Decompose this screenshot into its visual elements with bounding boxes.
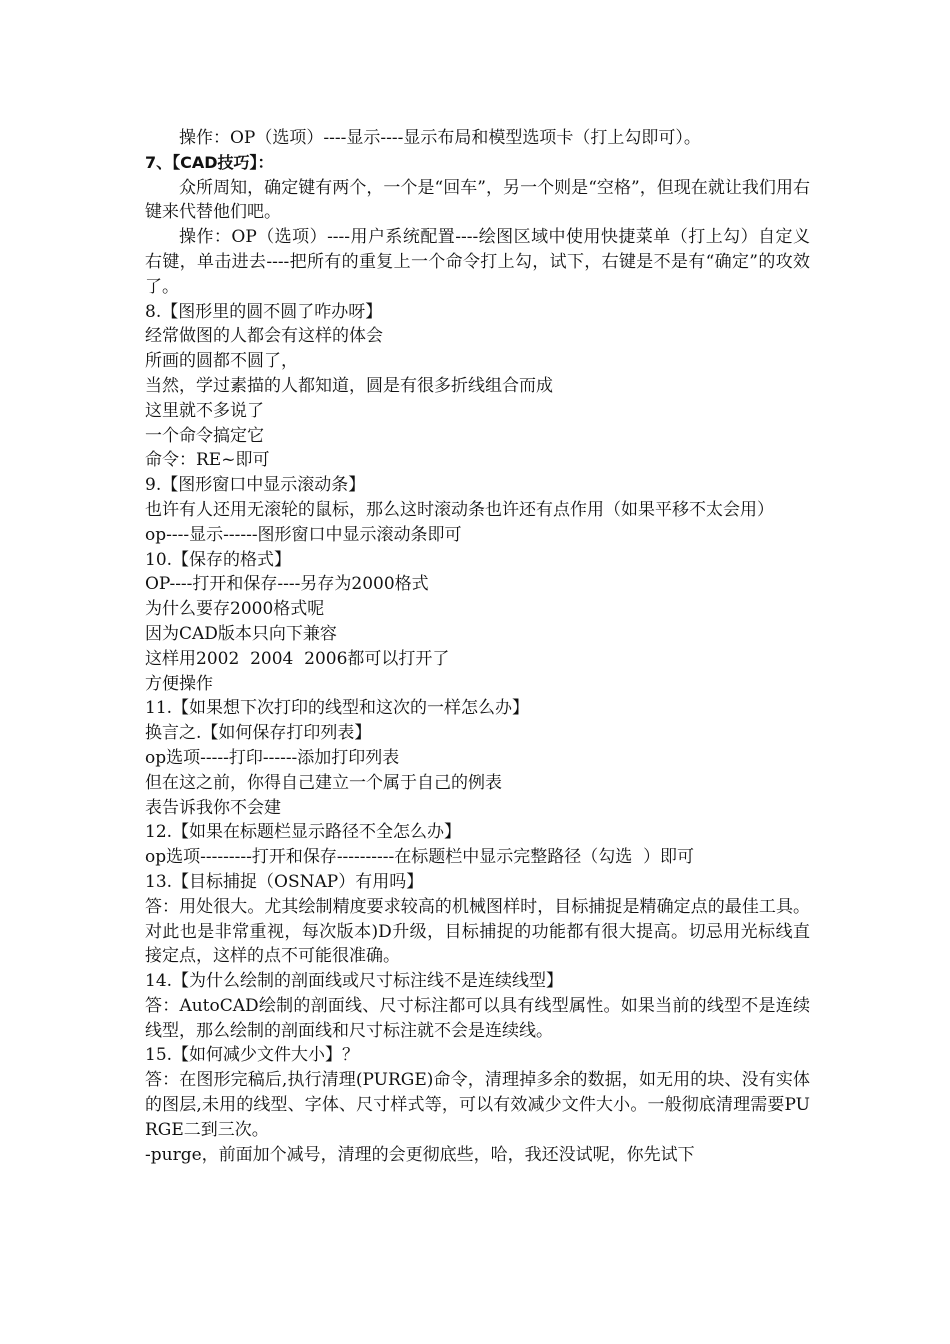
document-body	[145, 126, 810, 1167]
heading-14-linetype: 14.【为什么绘制的剖面线或尺寸标注线不是连续线型】	[145, 971, 564, 992]
paragraph-right-click-intro: 众所周知，确定键有两个，一个是“回车”，另一个则是“空格”，但现在就让我们用右键来代替他们吧。	[145, 177, 810, 223]
text-line: 方便操作	[145, 673, 213, 694]
heading-11-plot-style: 11.【如果想下次打印的线型和这次的一样怎么办】	[145, 698, 530, 719]
heading-10-save-format: 10.【保存的格式】	[145, 549, 292, 570]
heading-8-circle: 8.【图形里的圆不圆了咋办呀】	[145, 301, 383, 322]
paragraph-purge: 答：在图形完稿后,执行清理(PURGE)命令，清理掉多余的数据，如无用的块、没有实体的图层,未用的线型、字体、尺寸样式等，可以有效减少文件大小。一般彻底清理需要PURGE二到三次。	[145, 1070, 810, 1140]
paragraph-title-path: op选项---------打开和保存----------在标题栏中显示完整路径（勾选 ）即可	[145, 847, 695, 868]
heading-12-title-path: 12.【如果在标题栏显示路径不全怎么办】	[145, 822, 462, 843]
text-line: 命令：RE~即可	[145, 450, 270, 471]
text-line: op----显示------图形窗口中显示滚动条即可	[145, 524, 462, 545]
text-line: 因为CAD版本只向下兼容	[145, 623, 337, 644]
heading-9-scrollbar: 9.【图形窗口中显示滚动条】	[145, 475, 366, 496]
text-line: 一个命令搞定它	[145, 425, 264, 446]
text-line: 表告诉我你不会建	[145, 797, 281, 818]
text-line: 经常做图的人都会有这样的体会	[145, 326, 383, 347]
text-line: 换言之.【如何保存打印列表】	[145, 723, 372, 744]
paragraph-linetype: 答：AutoCAD绘制的剖面线、尺寸标注都可以具有线型属性。如果当前的线型不是连续线型，那么绘制的剖面线和尺寸标注就不会是连续线。	[145, 995, 810, 1041]
text-line: OP----打开和保存----另存为2000格式	[145, 574, 429, 595]
paragraph-op-display-layout: 操作：OP（选项）----显示----显示布局和模型选项卡（打上勾即可）。	[179, 128, 701, 148]
text-line: 但在这之前，你得自己建立一个属于自己的例表	[145, 772, 502, 793]
text-line: 当然，学过素描的人都知道，圆是有很多折线组合而成	[145, 375, 553, 396]
text-line: 为什么要存2000格式呢	[145, 599, 325, 620]
paragraph-right-click-steps: 操作：OP（选项）----用户系统配置----绘图区域中使用快捷菜单（打上勾）自定义右键，单击进去----把所有的重复上一个命令打上勾，试下，右键是不是有“确定”的攻效了。	[145, 227, 810, 297]
text-line: -purge，前面加个减号，清理的会更彻底些，哈，我还没试呢，你先试下	[145, 1144, 695, 1165]
text-line: 所画的圆都不圆了，	[145, 351, 298, 372]
heading-7-cad-tips: 7、【CAD技巧】：	[145, 152, 274, 172]
text-line: 这里就不多说了	[145, 400, 264, 421]
paragraph-scrollbar: 也许有人还用无滚轮的鼠标，那么这时滚动条也许还有点作用（如果平移不太会用）	[145, 499, 774, 520]
heading-13-osnap: 13.【目标捕捉（OSNAP）有用吗】	[145, 871, 424, 892]
text-line: 这样用2002 2004 2006都可以打开了	[145, 648, 450, 669]
heading-15-file-size: 15.【如何减少文件大小】？	[145, 1045, 360, 1066]
paragraph-osnap: 答：用处很大。尤其绘制精度要求较高的机械图样时，目标捕捉是精确定点的最佳工具。对此也是非常重视，每次版本)D升级，目标捕捉的功能都有很大提高。切忌用光标线直接定点，这样的点不可能很准确。	[145, 896, 810, 967]
text-line: op选项-----打印------添加打印列表	[145, 747, 400, 768]
